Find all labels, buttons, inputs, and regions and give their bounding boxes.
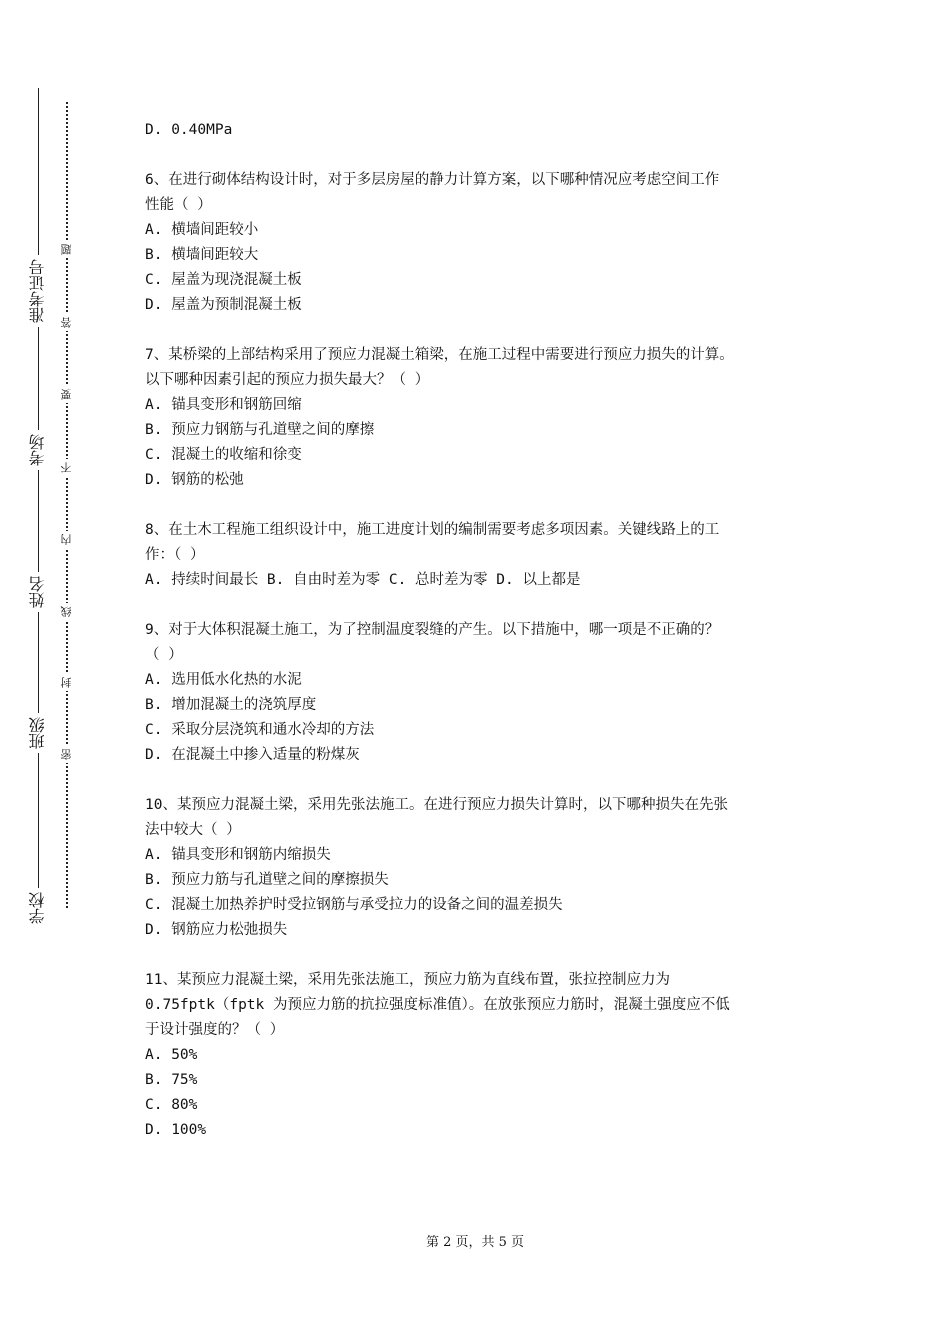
school-field-label: 学校 (22, 888, 54, 928)
exam-id-field-label: 准考证号 (22, 255, 54, 327)
seal-char: 不 (59, 459, 75, 476)
option-b: B. 75% (145, 1072, 198, 1088)
option-c: C. 混凝土的收缩和徐变 (145, 447, 302, 463)
question-9 (145, 618, 815, 768)
option-a: A. 锚具变形和钢筋回缩 (145, 397, 302, 413)
question-text: 以下哪种因素引起的预应力损失最大？（ ） (145, 372, 430, 388)
seal-char: 答 (59, 314, 75, 331)
seal-char: 密 (59, 746, 75, 763)
option-d: D. 100% (145, 1122, 207, 1138)
options-inline: A. 持续时间最长 B. 自由时差为零 C. 总时差为零 D. 以上都是 (145, 572, 581, 588)
question-text: 法中较大（ ） (145, 822, 241, 838)
option-a: A. 选用低水化热的水泥 (145, 672, 302, 688)
question-text: 10、某预应力混凝土梁，采用先张法施工。在进行预应力损失计算时，以下哪种损失在先张 (145, 797, 728, 813)
question-text: 9、对于大体积混凝土施工，为了控制温度裂缝的产生。以下措施中，哪一项是不正确的？ (145, 622, 720, 638)
class-field-label: 班级 (22, 713, 54, 753)
option-c: C. 80% (145, 1097, 198, 1113)
question-text: 8、在土木工程施工组织设计中，施工进度计划的编制需要考虑多项因素。关键线路上的工 (145, 522, 720, 538)
question-11 (145, 968, 815, 1143)
question-text: 6、在进行砌体结构设计时，对于多层房屋的静力计算方案，以下哪种情况应考虑空间工作 (145, 172, 720, 188)
option-a: A. 50% (145, 1047, 198, 1063)
question-content (145, 118, 815, 1168)
question-text: 作：（ ） (145, 547, 205, 563)
binding-margin (0, 0, 80, 1344)
question-text: 7、某桥梁的上部结构采用了预应力混凝土箱梁，在施工过程中需要进行预应力损失的计算。 (145, 347, 734, 363)
option-c: C. 屋盖为现浇混凝土板 (145, 272, 302, 288)
previous-question-tail (145, 118, 815, 143)
seal-char: 题 (59, 241, 75, 258)
option-d: D. 钢筋的松弛 (145, 472, 244, 488)
option-d: D. 0.40MPa (145, 122, 233, 138)
question-text: 11、某预应力混凝土梁，采用先张法施工，预应力筋为直线布置，张拉控制应力为 (145, 972, 670, 988)
seal-char: 内 (59, 531, 75, 548)
option-a: A. 横墙间距较小 (145, 222, 259, 238)
page-footer: 第 2 页，共 5 页 (425, 1235, 525, 1250)
seal-char: 线 (59, 603, 75, 620)
question-text: （ ） (145, 647, 183, 663)
option-b: B. 预应力筋与孔道壁之间的摩擦损失 (145, 872, 389, 888)
option-c: C. 混凝土加热养护时受拉钢筋与承受拉力的设备之间的温差损失 (145, 897, 563, 913)
question-text: 0.75fptk（fptk 为预应力筋的抗拉强度标准值）。在放张预应力筋时，混凝土强度应不低 (145, 997, 730, 1013)
question-10 (145, 793, 815, 943)
binding-line (38, 88, 39, 928)
question-7 (145, 343, 815, 493)
option-d: D. 在混凝土中掺入适量的粉煤灰 (145, 747, 360, 763)
option-b: B. 横墙间距较大 (145, 247, 259, 263)
option-d: D. 屋盖为预制混凝土板 (145, 297, 302, 313)
exam-room-field-label: 考场 (22, 430, 54, 470)
seal-char: 要 (59, 386, 75, 403)
seal-char: 封 (59, 674, 75, 691)
question-text: 于设计强度的？（ ） (145, 1022, 285, 1038)
question-8 (145, 518, 815, 593)
option-c: C. 采取分层浇筑和通水冷却的方法 (145, 722, 375, 738)
option-a: A. 锚具变形和钢筋内缩损失 (145, 847, 331, 863)
option-d: D. 钢筋应力松弛损失 (145, 922, 288, 938)
question-6 (145, 168, 815, 318)
option-b: B. 增加混凝土的浇筑厚度 (145, 697, 317, 713)
seal-dotted-line (66, 102, 68, 908)
option-b: B. 预应力钢筋与孔道壁之间的摩擦 (145, 422, 375, 438)
question-text: 性能（ ） (145, 197, 212, 213)
name-field-label: 姓名 (22, 572, 54, 612)
